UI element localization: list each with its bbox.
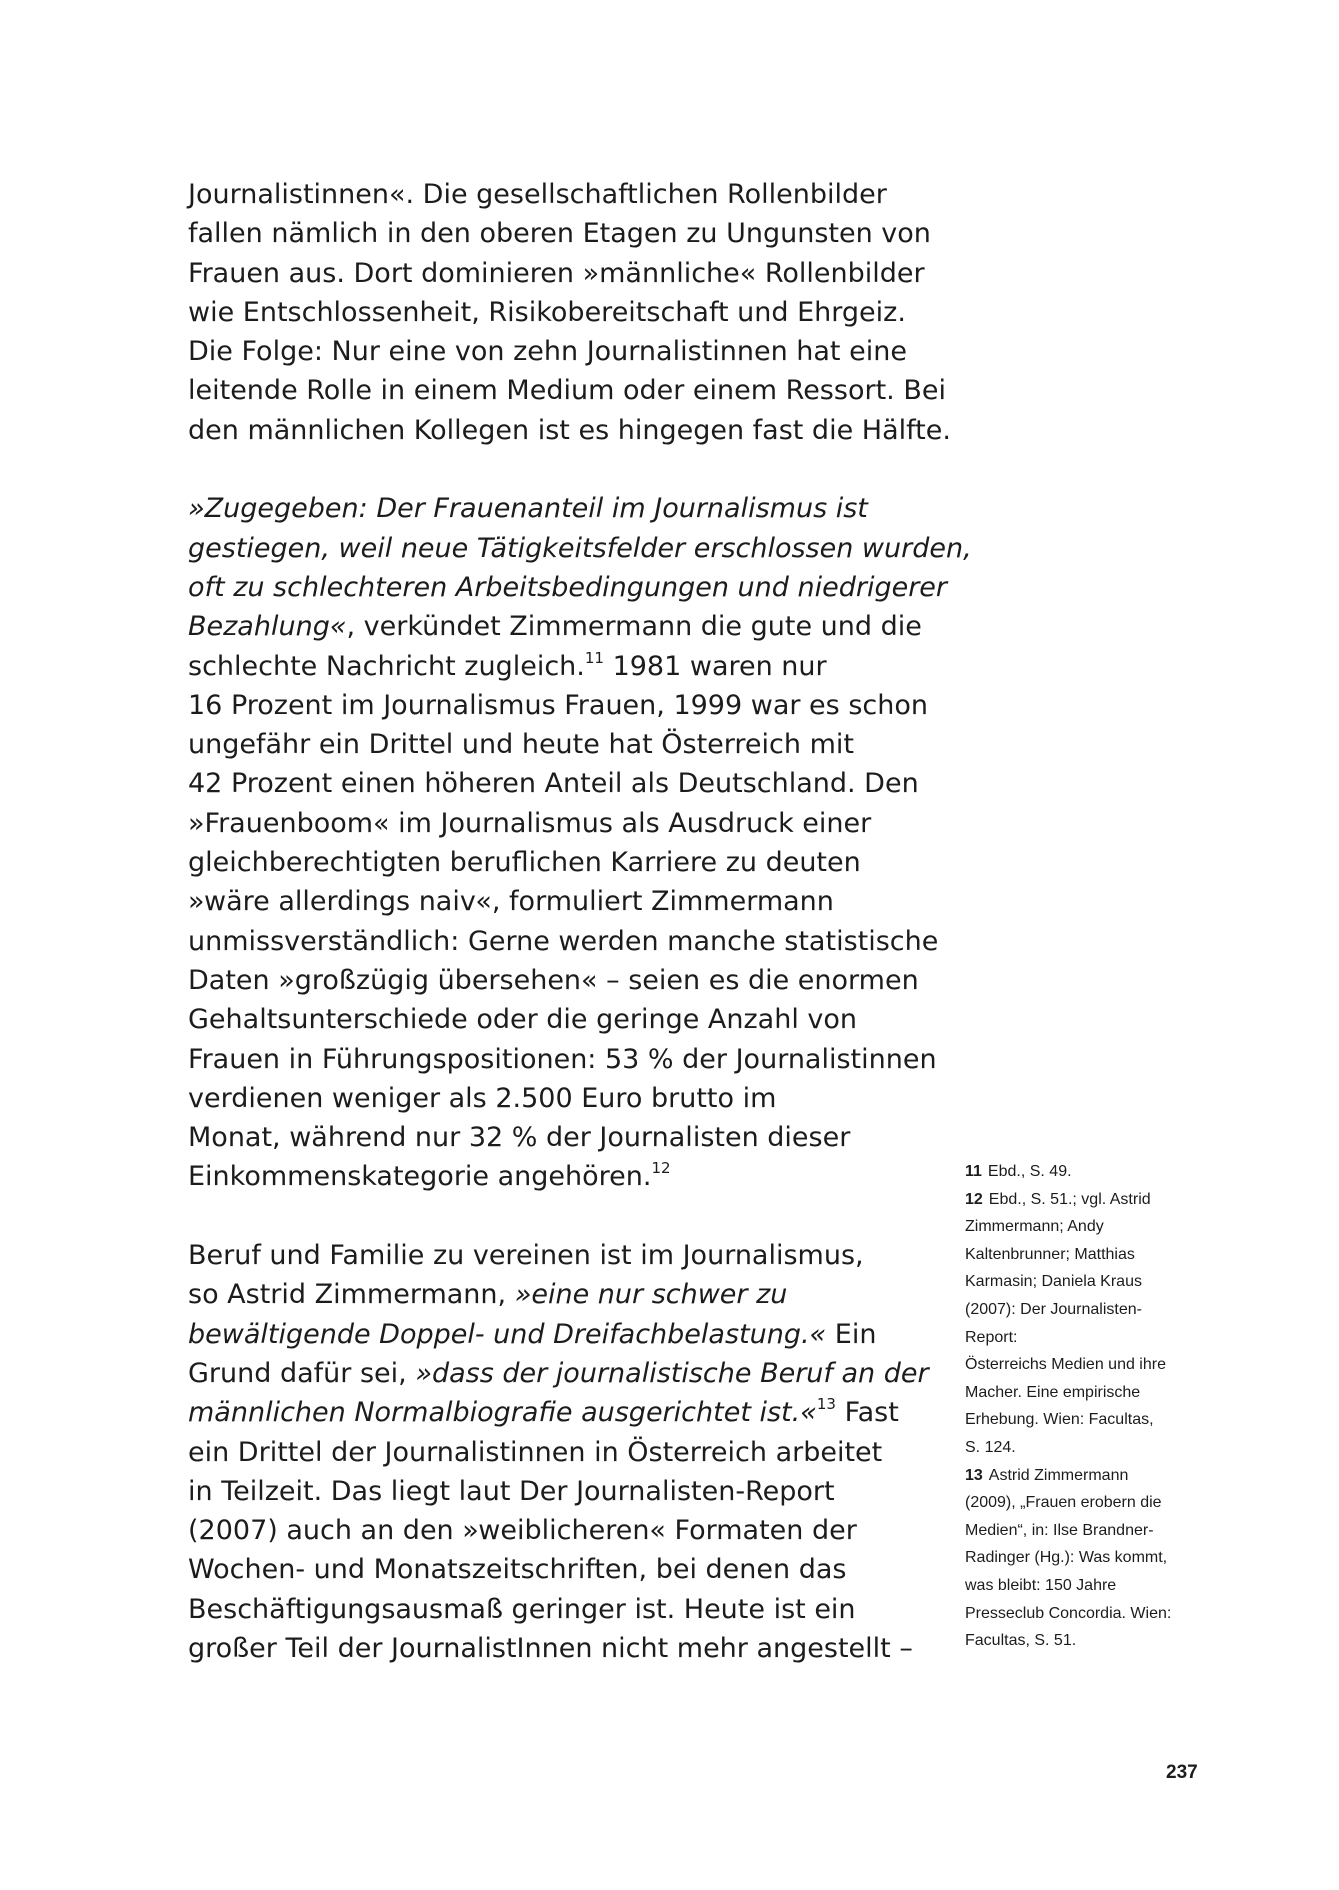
footnote-ref-11[interactable]: 11 [584,648,604,667]
footnote-line: (2007): Der Journalisten- [965,1300,1142,1318]
footnote-line: was bleibt: 150 Jahre [965,1576,1117,1594]
footnote-number: 11 [965,1163,982,1180]
text-line: ungefähr ein Drittel und heute hat Österreich mit [188,729,854,761]
footnote-line [965,1158,1205,1186]
text-line: Journalistinnen«. Die gesellschaftlichen Rollenbilder [188,179,887,210]
quote-text: oft zu schlechteren Arbeitsbedingungen und niedrigerer [188,571,948,603]
text-line: Monat, während nur 32 % der Journalisten dieser [188,1122,851,1154]
quote-text: »Zugegeben: Der Frauenanteil im Journalismus ist [188,493,868,525]
text-line: Gehaltsunterschiede oder die geringe Anzahl von [188,1004,858,1036]
footnote-line: Erhebung. Wien: Facultas, [965,1411,1154,1429]
text-line [188,607,968,646]
text-run: so Astrid Zimmermann, [188,1279,515,1311]
footnote-13 [965,1462,1205,1655]
text-run: , verkündet Zimmermann die gute und die [346,611,922,643]
footnote-line [965,1462,1205,1490]
text-run: schlechte Nachricht zugleich. [188,650,585,682]
text-run: Einkommenskategorie angehören. [188,1161,652,1193]
footnote-line: S. 124. [965,1438,1016,1456]
footnote-line: Kaltenbrunner; Matthias [965,1245,1135,1263]
footnotes-column [965,1158,1205,1655]
footnote-line: Radinger (Hg.): Was kommt, [965,1549,1168,1567]
quote-text: »eine nur schwer zu [514,1279,788,1311]
text-run: Fast [835,1397,899,1429]
footnote-line: Zimmermann; Andy [965,1218,1104,1236]
footnote-line: Medien“, in: Ilse Brandner- [965,1521,1154,1539]
text-line [188,647,968,686]
footnote-line: (2009), „Frauen erobern die [965,1494,1162,1512]
text-run: Ein [826,1318,877,1350]
text-line [188,529,972,568]
paragraph-gap [188,1197,968,1236]
text-line: großer Teil der JournalistInnen nicht mehr angestellt – [188,1632,913,1664]
footnote-line: Macher. Eine empirische [965,1383,1141,1401]
footnote-line: Presseclub Concordia. Wien: [965,1604,1172,1622]
text-line [188,1354,968,1393]
text-line: leitende Rolle in einem Medium oder einem Ressort. Bei [188,375,946,407]
text-line: »Frauenboom« im Journalismus als Ausdruck einer [188,807,872,839]
text-run: Grund dafür sei, [188,1357,416,1389]
text-line: Wochen- und Monatszeitschriften, bei denen das [188,1554,847,1586]
text-line [188,1315,968,1354]
text-line [188,489,968,528]
footnote-number: 13 [965,1466,983,1484]
main-text-column [188,175,972,1668]
text-line [188,1275,968,1314]
footnote-text: Ebd., S. 51.; vgl. Astrid [988,1190,1151,1208]
text-line: (2007) auch an den »weiblicheren« Formaten der [188,1515,857,1547]
text-line: den männlichen Kollegen ist es hingegen fast die Hälfte. [188,414,951,446]
footnote-ref-12[interactable]: 12 [651,1159,671,1178]
text-line: ein Drittel der Journalistinnen in Österreich arbeitet [188,1436,883,1468]
footnote-line [965,1186,1205,1214]
quote-text: gestiegen, weil neue Tätigkeitsfelder erschlossen wurden, [188,532,972,564]
quote-text: männlichen Normalbiografie ausgerichtet ist.« [188,1397,817,1429]
text-line: Beruf und Familie zu vereinen ist im Journalismus, [188,1240,864,1272]
footnote-line: Karmasin; Daniela Kraus [965,1273,1142,1291]
text-line [188,1393,968,1432]
quote-text: »dass der journalistische Beruf an der [415,1357,929,1389]
footnote-12 [965,1186,1205,1462]
page-number: 237 [1166,1762,1198,1783]
paragraph-1 [188,175,968,450]
text-line [188,568,968,607]
text-line: Frauen aus. Dort dominieren »männliche« Rollenbilder [188,257,925,289]
text-line: Beschäftigungsausmaß geringer ist. Heute ist ein [188,1593,856,1625]
text-line: 42 Prozent einen höheren Anteil als Deutschland. Den [188,768,919,800]
quote-text: bewältigende Doppel- und Dreifachbelastung.« [188,1318,827,1350]
footnote-11 [965,1158,1205,1186]
footnote-text: Ebd., S. 49. [987,1163,1072,1180]
text-line: 16 Prozent im Journalismus Frauen, 1999 war es schon [188,689,928,721]
footnote-ref-13[interactable]: 13 [816,1395,836,1414]
footnote-text: Astrid Zimmermann [988,1466,1129,1484]
quote-text: Bezahlung« [188,611,347,643]
text-line: gleichberechtigten beruflichen Karriere zu deuten [188,847,861,879]
footnote-line: Österreichs Medien und ihre [965,1356,1166,1374]
footnote-number: 12 [965,1190,983,1208]
text-line [188,1157,968,1196]
footnote-line: Facultas, S. 51. [965,1632,1077,1650]
text-line: »wäre allerdings naiv«, formuliert Zimmermann [188,886,834,918]
text-line: Daten »großzügig übersehen« – seien es die enormen [188,964,919,996]
paragraph-gap [188,450,968,489]
paragraph-3 [188,1236,968,1668]
text-line: unmissverständlich: Gerne werden manche statistische [188,925,939,957]
text-line: verdienen weniger als 2.500 Euro brutto im [188,1082,777,1114]
footnote-line: Report: [965,1328,1018,1346]
text-line: Frauen in Führungspositionen: 53 % der Journalistinnen [188,1043,937,1075]
text-line: fallen nämlich in den oberen Etagen zu Ungunsten von [188,218,931,250]
text-line: in Teilzeit. Das liegt laut Der Journalisten-Report [188,1475,835,1507]
text-run: 1981 waren nur [603,650,827,682]
paragraph-2 [188,489,972,1196]
text-line: wie Entschlossenheit, Risikobereitschaft und Ehrgeiz. [188,296,906,328]
text-line: Die Folge: Nur eine von zehn Journalistinnen hat eine [188,336,907,368]
